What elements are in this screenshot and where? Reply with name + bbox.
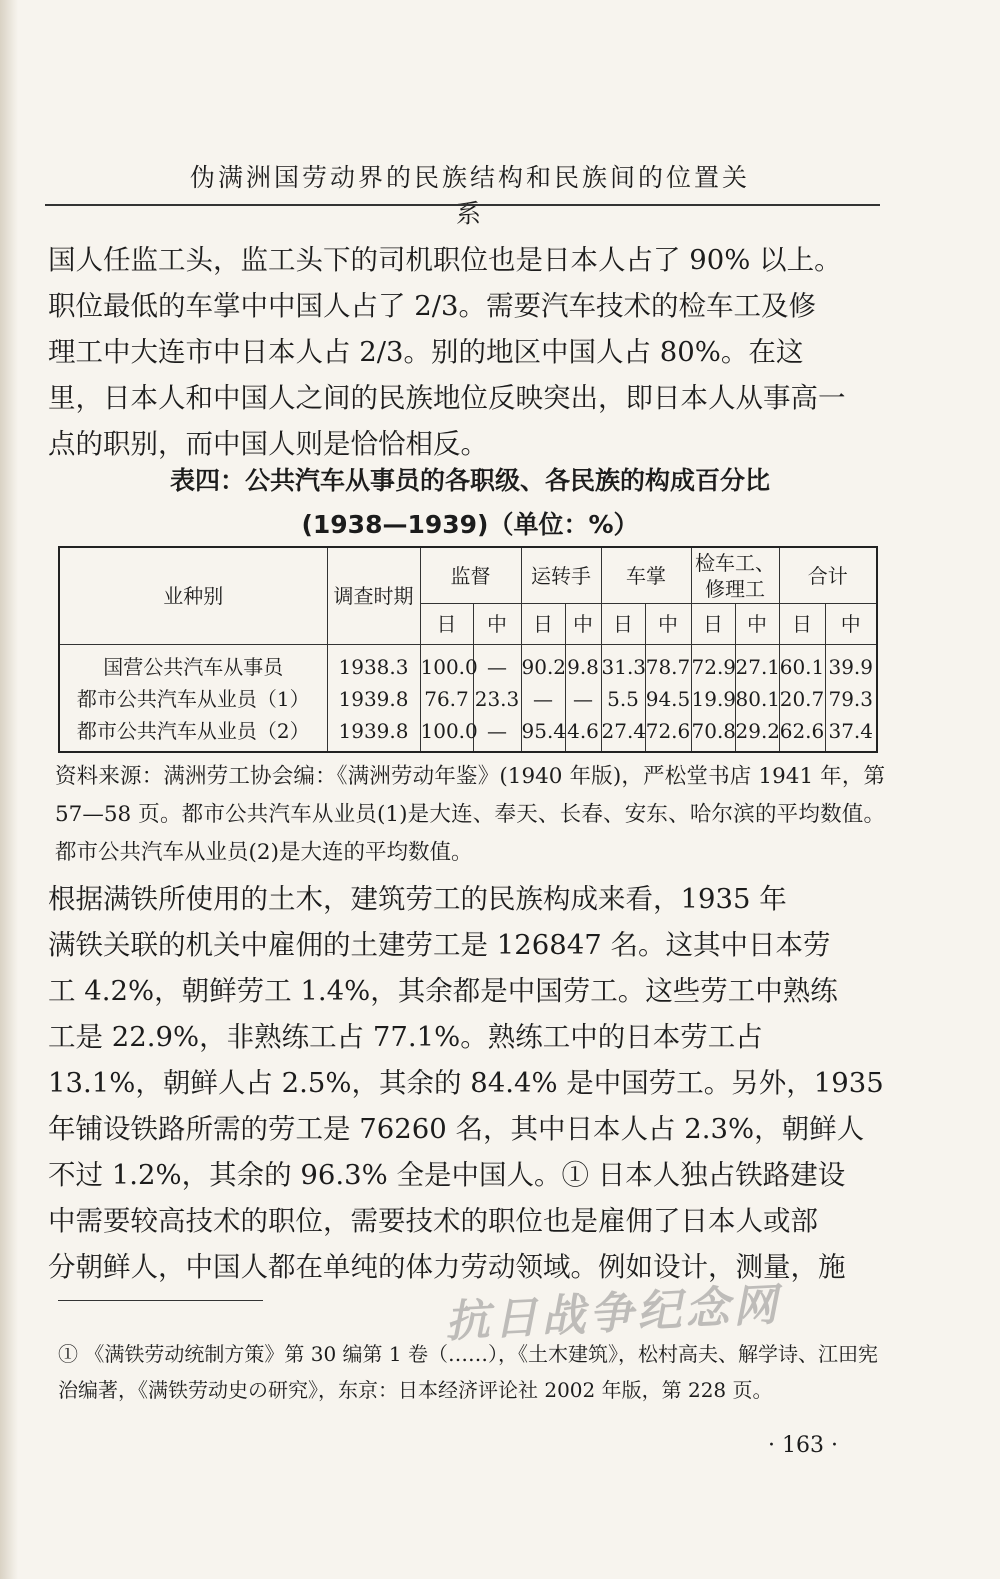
paragraph-2 (48, 876, 888, 1290)
header-sub-ja: 日 (691, 604, 735, 645)
cell-value: 19.9 (691, 683, 735, 715)
header-sub-ja: 日 (521, 604, 565, 645)
header-group: 合计 (779, 547, 877, 604)
page-number: · 163 · (768, 1433, 838, 1458)
cell-value: 31.3 (601, 645, 645, 684)
cell-value: 100.0 (420, 645, 473, 684)
cell-value: 9.8 (565, 645, 601, 684)
cell-value: 5.5 (601, 683, 645, 715)
header-rule (45, 204, 880, 206)
paragraph-line: 不过 1.2%，其余的 96.3% 全是中国人。① 日本人独占铁路建设 (48, 1159, 846, 1191)
footnote: ① 《满铁劳动统制方策》第 30 编第 1 卷（……），《土木建筑》，松村高夫、解学诗、江田宪治编著，《满铁劳动史の研究》，东京：日本经济评论社 2002 年版，第 228 页。 (58, 1342, 878, 1402)
cell-value: 79.3 (825, 683, 877, 715)
table-row (59, 715, 877, 752)
paragraph-line: 根据满铁所使用的土木，建筑劳工的民族构成来看，1935 年 (48, 883, 787, 915)
footnote-rule (58, 1300, 263, 1301)
cell-value: 27.4 (601, 715, 645, 752)
paragraph-line: 里，日本人和中国人之间的民族地位反映突出，即日本人从事高一 (48, 382, 846, 414)
paragraph-line: 中需要较高技术的职位，需要技术的职位也是雇佣了日本人或部 (48, 1205, 818, 1237)
running-head: 伪满洲国劳动界的民族结构和民族间的位置关系 (190, 163, 751, 228)
header-sub-zh: 中 (735, 604, 779, 645)
paragraph-line: 分朝鲜人，中国人都在单纯的体力劳动领域。例如设计，测量，施 (48, 1251, 846, 1283)
paragraph-line: 职位最低的车掌中中国人占了 2/3。需要汽车技术的检车工及修 (48, 290, 816, 322)
table-title: 表四：公共汽车从事员的各职级、各民族的构成百分比 (169, 466, 770, 495)
header-sub-zh: 中 (645, 604, 691, 645)
header-sub-ja: 日 (779, 604, 825, 645)
cell-value: — (521, 683, 565, 715)
cell-value: 60.1 (779, 645, 825, 684)
table-row (59, 683, 877, 715)
cell-value: 76.7 (420, 683, 473, 715)
row-name: 都市公共汽车从业员（1） (59, 683, 327, 715)
table-subtitle: (1938—1939)（单位：%） (301, 510, 639, 539)
header-category: 业种别 (59, 547, 327, 645)
cell-value: 72.6 (645, 715, 691, 752)
header-group: 车掌 (601, 547, 691, 604)
paragraph-line: 13.1%，朝鲜人占 2.5%，其余的 84.4% 是中国劳工。另外，1935 (48, 1067, 884, 1099)
header-period: 调查时期 (327, 547, 420, 645)
cell-value: 27.1 (735, 645, 779, 684)
row-name: 国营公共汽车从事员 (59, 645, 327, 684)
paragraph-line: 工 4.2%，朝鲜劳工 1.4%，其余都是中国劳工。这些劳工中熟练 (48, 975, 838, 1007)
cell-value: 29.2 (735, 715, 779, 752)
cell-value: 23.3 (473, 683, 521, 715)
cell-value: 78.7 (645, 645, 691, 684)
row-period: 1939.8 (327, 683, 420, 715)
table-row (59, 645, 877, 684)
watermark: 抗日战争纪念网 (444, 1279, 783, 1348)
cell-value: 100.0 (420, 715, 473, 752)
paragraph-line: 点的职别，而中国人则是恰恰相反。 (48, 428, 488, 460)
paragraph-line: 年铺设铁路所需的劳工是 76260 名，其中日本人占 2.3%，朝鲜人 (48, 1113, 865, 1145)
cell-value: — (473, 715, 521, 752)
header-sub-ja: 日 (420, 604, 473, 645)
cell-value: 80.1 (735, 683, 779, 715)
paragraph-line: 国人任监工头，监工头下的司机职位也是日本人占了 90% 以上。 (48, 244, 842, 276)
cell-value: 72.9 (691, 645, 735, 684)
paragraph-1 (48, 237, 888, 467)
header-group: 检车工、修理工 (691, 547, 779, 604)
paragraph-line: 满铁关联的机关中雇佣的土建劳工是 126847 名。这其中日本劳 (48, 929, 831, 961)
source-note: 资料来源：满洲劳工协会编：《满洲劳动年鉴》(1940 年版)，严松堂书店 1941 年，第 57—58 页。都市公共汽车从业员(1)是大连、奉天、长春、安东、哈尔滨的平均数值。都市公共汽车从业员(2)是大连的平均数值。 (55, 764, 885, 865)
header-sub-ja: 日 (601, 604, 645, 645)
cell-value: 70.8 (691, 715, 735, 752)
cell-value: 62.6 (779, 715, 825, 752)
row-period: 1938.3 (327, 645, 420, 684)
cell-value: — (565, 683, 601, 715)
cell-value: — (473, 645, 521, 684)
cell-value: 4.6 (565, 715, 601, 752)
cell-value: 20.7 (779, 683, 825, 715)
cell-value: 37.4 (825, 715, 877, 752)
cell-value: 90.2 (521, 645, 565, 684)
header-sub-zh: 中 (825, 604, 877, 645)
paragraph-line: 理工中大连市中日本人占 2/3。别的地区中国人占 80%。在这 (48, 336, 804, 368)
header-group: 监督 (420, 547, 521, 604)
row-period: 1939.8 (327, 715, 420, 752)
header-sub-zh: 中 (473, 604, 521, 645)
cell-value: 94.5 (645, 683, 691, 715)
page-edge (0, 0, 18, 1579)
cell-value: 95.4 (521, 715, 565, 752)
data-table (58, 546, 878, 753)
cell-value: 39.9 (825, 645, 877, 684)
header-sub-zh: 中 (565, 604, 601, 645)
paragraph-line: 工是 22.9%，非熟练工占 77.1%。熟练工中的日本劳工占 (48, 1021, 763, 1053)
header-group: 运转手 (521, 547, 601, 604)
row-name: 都市公共汽车从业员（2） (59, 715, 327, 752)
